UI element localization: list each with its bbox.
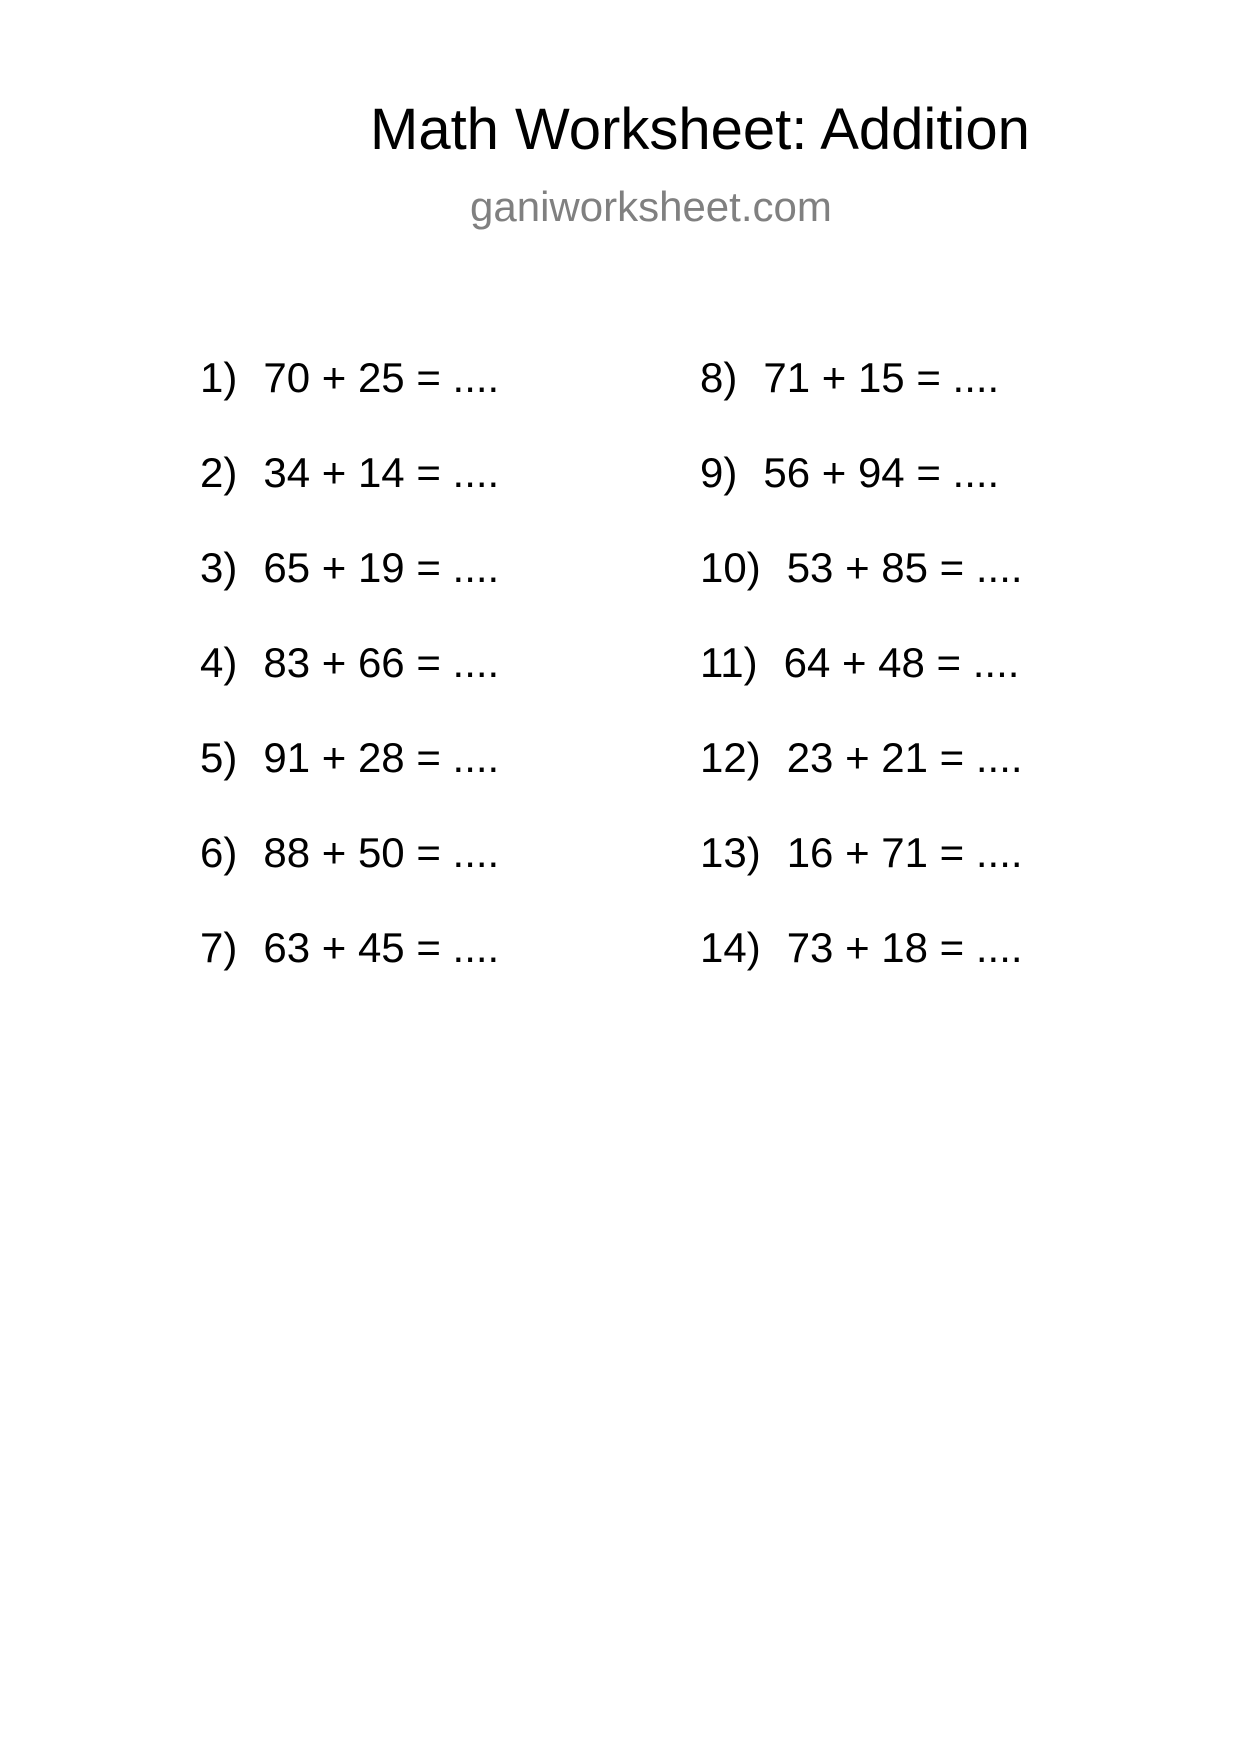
- problem-12: [700, 730, 1023, 825]
- problem-number: 14): [700, 924, 761, 971]
- problem-expression: 73 + 18 = ....: [786, 924, 1023, 971]
- problem-expression: 63 + 45 = ....: [263, 924, 500, 971]
- problem-14: [700, 920, 1023, 1015]
- problem-expression: 23 + 21 = ....: [786, 734, 1023, 781]
- problem-9: [700, 445, 1023, 540]
- problem-number: 6): [200, 829, 238, 876]
- problem-expression: 88 + 50 = ....: [263, 829, 500, 876]
- problem-number: 11): [700, 639, 758, 686]
- problem-expression: 83 + 66 = ....: [263, 639, 500, 686]
- problem-number: 7): [200, 924, 238, 971]
- problem-2: [200, 445, 499, 540]
- problem-expression: 64 + 48 = ....: [783, 639, 1020, 686]
- page-subtitle: ganiworksheet.com: [470, 183, 832, 230]
- problem-number: 13): [700, 829, 761, 876]
- problem-number: 5): [200, 734, 238, 781]
- page-title: Math Worksheet: Addition: [370, 97, 1030, 162]
- problem-expression: 56 + 94 = ....: [763, 449, 1000, 496]
- problem-column-right: [700, 350, 1023, 1015]
- problem-column-left: [200, 350, 499, 1015]
- problem-number: 8): [700, 354, 738, 401]
- problem-13: [700, 825, 1023, 920]
- problem-expression: 91 + 28 = ....: [263, 734, 500, 781]
- problem-number: 1): [200, 354, 238, 401]
- problem-5: [200, 730, 499, 825]
- problem-expression: 70 + 25 = ....: [263, 354, 500, 401]
- problem-number: 4): [200, 639, 238, 686]
- problem-number: 12): [700, 734, 761, 781]
- problem-number: 10): [700, 544, 761, 591]
- problem-expression: 34 + 14 = ....: [263, 449, 500, 496]
- problem-number: 2): [200, 449, 238, 496]
- problem-8: [700, 350, 1023, 445]
- problem-expression: 71 + 15 = ....: [763, 354, 1000, 401]
- problem-1: [200, 350, 499, 445]
- problem-11: [700, 635, 1023, 730]
- problem-6: [200, 825, 499, 920]
- problem-expression: 53 + 85 = ....: [786, 544, 1023, 591]
- problem-expression: 65 + 19 = ....: [263, 544, 500, 591]
- problem-expression: 16 + 71 = ....: [786, 829, 1023, 876]
- problem-number: 3): [200, 544, 238, 591]
- problem-number: 9): [700, 449, 738, 496]
- problem-10: [700, 540, 1023, 635]
- problem-3: [200, 540, 499, 635]
- problem-4: [200, 635, 499, 730]
- problem-7: [200, 920, 499, 1015]
